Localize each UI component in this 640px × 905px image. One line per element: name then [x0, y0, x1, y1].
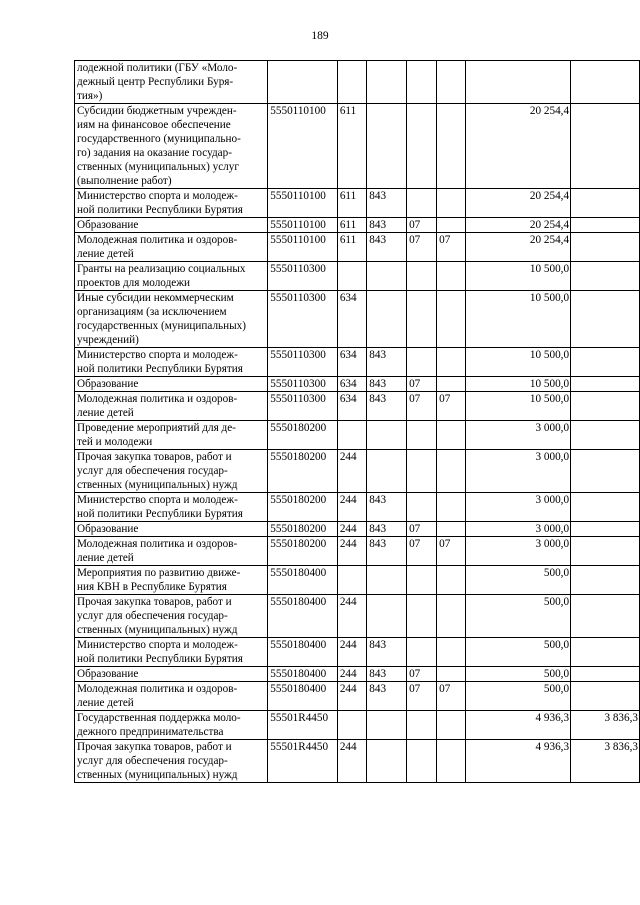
- cell-administrator: 843: [367, 233, 407, 262]
- cell-administrator: [367, 291, 407, 348]
- cell-administrator: [367, 740, 407, 783]
- cell-subsection: [437, 450, 466, 493]
- cell-expense-type: 244: [337, 667, 366, 682]
- cell-amount-federal: [571, 595, 640, 638]
- cell-expense-type: [337, 262, 366, 291]
- cell-amount-federal: [571, 233, 640, 262]
- table-row: [75, 377, 640, 392]
- table-row: [75, 233, 640, 262]
- cell-expense-type: [337, 61, 366, 104]
- cell-amount-federal: [571, 522, 640, 537]
- cell-subsection: [437, 638, 466, 667]
- cell-amount: 10 500,0: [466, 392, 571, 421]
- cell-name: Образование: [75, 667, 268, 682]
- cell-subsection: [437, 61, 466, 104]
- table-row: [75, 493, 640, 522]
- cell-name: Прочая закупка товаров, работ и услуг для обеспечения государ- ственных (муниципальных) нужд: [75, 595, 268, 638]
- cell-expense-type: 244: [337, 493, 366, 522]
- cell-expense-type: 244: [337, 537, 366, 566]
- cell-target-article: 5550180400: [268, 638, 338, 667]
- cell-amount-federal: [571, 450, 640, 493]
- cell-subsection: [437, 262, 466, 291]
- cell-amount: 20 254,4: [466, 233, 571, 262]
- cell-name: Молодежная политика и оздоров- ление детей: [75, 233, 268, 262]
- cell-name: Образование: [75, 522, 268, 537]
- cell-administrator: [367, 711, 407, 740]
- cell-amount-federal: [571, 566, 640, 595]
- cell-amount: 4 936,3: [466, 711, 571, 740]
- cell-subsection: [437, 522, 466, 537]
- cell-expense-type: 244: [337, 522, 366, 537]
- cell-name: Министерство спорта и молодеж- ной политики Республики Бурятия: [75, 348, 268, 377]
- cell-section: [407, 740, 437, 783]
- cell-expense-type: 611: [337, 233, 366, 262]
- cell-name: лодежной политики (ГБУ «Моло- дежный центр Республики Буря- тия»): [75, 61, 268, 104]
- cell-amount-federal: [571, 377, 640, 392]
- cell-section: [407, 638, 437, 667]
- cell-target-article: 5550180200: [268, 421, 338, 450]
- cell-expense-type: 611: [337, 104, 366, 189]
- cell-amount: 500,0: [466, 667, 571, 682]
- cell-expense-type: [337, 711, 366, 740]
- cell-subsection: [437, 711, 466, 740]
- cell-target-article: 5550110100: [268, 104, 338, 189]
- cell-amount: [466, 61, 571, 104]
- cell-administrator: [367, 450, 407, 493]
- cell-name: Молодежная политика и оздоров- ление детей: [75, 682, 268, 711]
- cell-name: Субсидии бюджетным учрежден- иям на финансовое обеспечение государственного (муниципально- го) задания на оказание государ- ственных (муниципальных) услуг (выполнение работ): [75, 104, 268, 189]
- table-row: [75, 392, 640, 421]
- cell-expense-type: 611: [337, 189, 366, 218]
- cell-administrator: [367, 595, 407, 638]
- cell-amount-federal: [571, 291, 640, 348]
- cell-section: 07: [407, 537, 437, 566]
- cell-amount-federal: 3 836,3: [571, 740, 640, 783]
- cell-name: Государственная поддержка моло- дежного предпринимательства: [75, 711, 268, 740]
- cell-administrator: [367, 104, 407, 189]
- cell-name: Министерство спорта и молодеж- ной политики Республики Бурятия: [75, 189, 268, 218]
- cell-amount-federal: [571, 682, 640, 711]
- cell-subsection: [437, 493, 466, 522]
- cell-target-article: 5550110300: [268, 348, 338, 377]
- cell-section: [407, 61, 437, 104]
- cell-subsection: 07: [437, 392, 466, 421]
- cell-target-article: 5550180400: [268, 682, 338, 711]
- cell-amount: 500,0: [466, 566, 571, 595]
- cell-target-article: 5550110300: [268, 262, 338, 291]
- cell-section: [407, 189, 437, 218]
- cell-amount: 3 000,0: [466, 450, 571, 493]
- cell-administrator: 843: [367, 638, 407, 667]
- cell-amount: 500,0: [466, 638, 571, 667]
- table-row: [75, 104, 640, 189]
- cell-section: [407, 595, 437, 638]
- cell-amount: 10 500,0: [466, 262, 571, 291]
- cell-name: Образование: [75, 218, 268, 233]
- cell-target-article: 5550110300: [268, 377, 338, 392]
- cell-subsection: 07: [437, 233, 466, 262]
- cell-administrator: 843: [367, 537, 407, 566]
- cell-expense-type: 244: [337, 450, 366, 493]
- cell-name: Молодежная политика и оздоров- ление детей: [75, 392, 268, 421]
- cell-administrator: [367, 421, 407, 450]
- table-row: [75, 218, 640, 233]
- cell-target-article: 5550180400: [268, 566, 338, 595]
- cell-section: [407, 493, 437, 522]
- cell-amount: 500,0: [466, 682, 571, 711]
- cell-section: 07: [407, 682, 437, 711]
- table-row: [75, 638, 640, 667]
- table-row: [75, 537, 640, 566]
- budget-table: [74, 60, 640, 783]
- cell-name: Мероприятия по развитию движе- ния КВН в Республике Бурятия: [75, 566, 268, 595]
- cell-administrator: [367, 566, 407, 595]
- cell-subsection: [437, 377, 466, 392]
- cell-target-article: 5550180400: [268, 595, 338, 638]
- cell-expense-type: 634: [337, 392, 366, 421]
- cell-expense-type: 244: [337, 638, 366, 667]
- cell-section: 07: [407, 233, 437, 262]
- cell-amount-federal: [571, 61, 640, 104]
- cell-expense-type: [337, 566, 366, 595]
- table-row: [75, 189, 640, 218]
- cell-target-article: 55501R4450: [268, 740, 338, 783]
- cell-amount: 10 500,0: [466, 377, 571, 392]
- cell-administrator: 843: [367, 493, 407, 522]
- cell-amount-federal: [571, 392, 640, 421]
- cell-name: Прочая закупка товаров, работ и услуг для обеспечения государ- ственных (муниципальных) нужд: [75, 740, 268, 783]
- cell-name: Иные субсидии некоммерческим организациям (за исключением государственных (муниципальных) учреждений): [75, 291, 268, 348]
- cell-administrator: 843: [367, 189, 407, 218]
- table-row: [75, 522, 640, 537]
- cell-target-article: 5550180200: [268, 493, 338, 522]
- cell-amount: 500,0: [466, 595, 571, 638]
- cell-amount: 3 000,0: [466, 522, 571, 537]
- table-row: [75, 262, 640, 291]
- cell-amount-federal: [571, 667, 640, 682]
- page-number: 189: [311, 30, 329, 42]
- cell-section: [407, 104, 437, 189]
- table-row: [75, 667, 640, 682]
- cell-administrator: [367, 61, 407, 104]
- cell-amount: 20 254,4: [466, 218, 571, 233]
- cell-section: 07: [407, 377, 437, 392]
- cell-target-article: 5550110100: [268, 233, 338, 262]
- cell-section: 07: [407, 392, 437, 421]
- cell-section: [407, 450, 437, 493]
- cell-administrator: [367, 262, 407, 291]
- cell-subsection: [437, 104, 466, 189]
- cell-section: 07: [407, 218, 437, 233]
- cell-target-article: 5550110300: [268, 392, 338, 421]
- cell-subsection: [437, 421, 466, 450]
- cell-amount-federal: [571, 537, 640, 566]
- cell-amount-federal: [571, 104, 640, 189]
- cell-target-article: 5550110300: [268, 291, 338, 348]
- cell-name: Прочая закупка товаров, работ и услуг для обеспечения государ- ственных (муниципальных) нужд: [75, 450, 268, 493]
- cell-target-article: 5550180400: [268, 667, 338, 682]
- cell-subsection: [437, 218, 466, 233]
- cell-name: Проведение мероприятий для де- тей и молодежи: [75, 421, 268, 450]
- cell-amount-federal: 3 836,3: [571, 711, 640, 740]
- cell-administrator: 843: [367, 522, 407, 537]
- cell-expense-type: 634: [337, 348, 366, 377]
- table-row: [75, 740, 640, 783]
- table-row: [75, 421, 640, 450]
- cell-target-article: 55501R4450: [268, 711, 338, 740]
- cell-expense-type: 244: [337, 682, 366, 711]
- cell-amount: 3 000,0: [466, 421, 571, 450]
- cell-subsection: 07: [437, 537, 466, 566]
- table-row: [75, 450, 640, 493]
- cell-amount-federal: [571, 638, 640, 667]
- cell-target-article: 5550180200: [268, 450, 338, 493]
- cell-amount-federal: [571, 218, 640, 233]
- table-row: [75, 61, 640, 104]
- cell-subsection: [437, 667, 466, 682]
- cell-name: Молодежная политика и оздоров- ление детей: [75, 537, 268, 566]
- cell-amount: 3 000,0: [466, 537, 571, 566]
- cell-administrator: 843: [367, 392, 407, 421]
- cell-expense-type: [337, 421, 366, 450]
- cell-administrator: 843: [367, 667, 407, 682]
- table-row: [75, 291, 640, 348]
- table-row: [75, 348, 640, 377]
- cell-subsection: [437, 189, 466, 218]
- cell-section: 07: [407, 522, 437, 537]
- cell-name: Министерство спорта и молодеж- ной политики Республики Бурятия: [75, 493, 268, 522]
- cell-section: [407, 566, 437, 595]
- cell-expense-type: 611: [337, 218, 366, 233]
- cell-amount: 10 500,0: [466, 348, 571, 377]
- cell-amount-federal: [571, 421, 640, 450]
- cell-amount-federal: [571, 348, 640, 377]
- cell-target-article: 5550180200: [268, 522, 338, 537]
- table-row: [75, 682, 640, 711]
- cell-amount: 10 500,0: [466, 291, 571, 348]
- cell-section: [407, 421, 437, 450]
- cell-amount-federal: [571, 262, 640, 291]
- cell-expense-type: 244: [337, 595, 366, 638]
- cell-target-article: 5550110100: [268, 218, 338, 233]
- cell-amount: 4 936,3: [466, 740, 571, 783]
- cell-subsection: [437, 291, 466, 348]
- cell-section: 07: [407, 667, 437, 682]
- cell-expense-type: 244: [337, 740, 366, 783]
- table-body: [75, 61, 640, 783]
- cell-name: Образование: [75, 377, 268, 392]
- cell-section: [407, 291, 437, 348]
- cell-amount-federal: [571, 189, 640, 218]
- cell-target-article: 5550110100: [268, 189, 338, 218]
- table-row: [75, 711, 640, 740]
- cell-subsection: [437, 740, 466, 783]
- cell-amount: 20 254,4: [466, 104, 571, 189]
- cell-section: [407, 262, 437, 291]
- cell-section: [407, 711, 437, 740]
- cell-subsection: [437, 595, 466, 638]
- cell-subsection: [437, 566, 466, 595]
- cell-name: Гранты на реализацию социальных проектов для молодежи: [75, 262, 268, 291]
- cell-subsection: 07: [437, 682, 466, 711]
- cell-administrator: 843: [367, 218, 407, 233]
- cell-administrator: 843: [367, 377, 407, 392]
- cell-amount-federal: [571, 493, 640, 522]
- cell-target-article: 5550180200: [268, 537, 338, 566]
- cell-administrator: 843: [367, 682, 407, 711]
- cell-name: Министерство спорта и молодеж- ной политики Республики Бурятия: [75, 638, 268, 667]
- cell-administrator: 843: [367, 348, 407, 377]
- cell-section: [407, 348, 437, 377]
- cell-expense-type: 634: [337, 291, 366, 348]
- table-row: [75, 595, 640, 638]
- table-row: [75, 566, 640, 595]
- cell-amount: 3 000,0: [466, 493, 571, 522]
- cell-expense-type: 634: [337, 377, 366, 392]
- cell-subsection: [437, 348, 466, 377]
- cell-amount: 20 254,4: [466, 189, 571, 218]
- cell-target-article: [268, 61, 338, 104]
